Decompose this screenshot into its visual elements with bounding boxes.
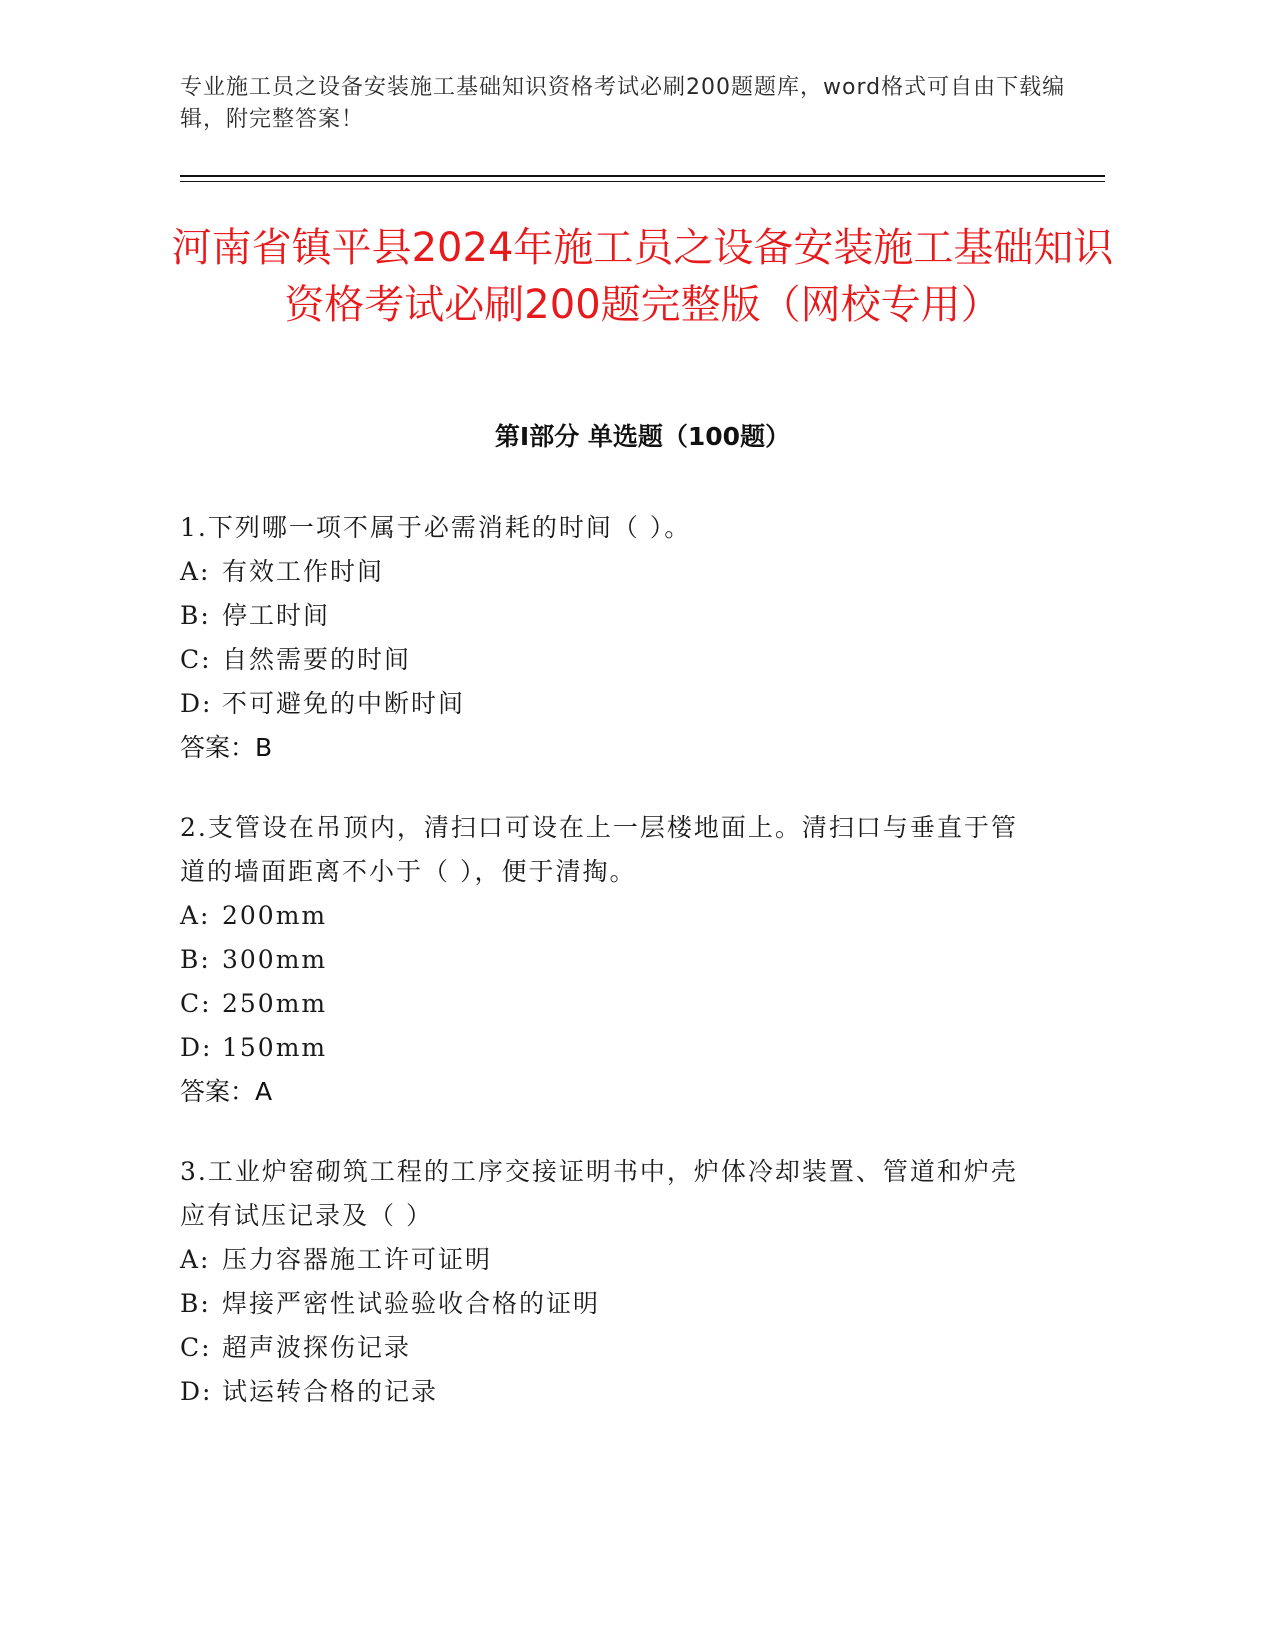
option-b [180,938,1040,982]
document-title: 河南省镇平县2024年施工员之设备安装施工基础知识资格考试必刷200题完整版（网校专用） [171,225,1114,328]
option-text: 压力容器施工许可证明 [222,1245,493,1274]
option-key: C: [180,989,212,1018]
option-c [180,1326,1040,1370]
option-a [180,894,1040,938]
option-key: D: [180,1033,213,1062]
header-divider-thin [180,181,1105,182]
option-text: 150mm [222,1033,328,1062]
question-1 [180,506,1040,770]
option-key: D: [180,1377,213,1406]
option-text: 焊接严密性试验验收合格的证明 [222,1289,601,1318]
document-header-note: 专业施工员之设备安装施工基础知识资格考试必刷200题题库，word格式可自由下载编辑，附完整答案！ [180,75,1066,132]
question-2 [180,806,1040,1114]
question-stem: 1.下列哪一项不属于必需消耗的时间（ ）。 [180,513,692,542]
option-d [180,682,1040,726]
option-d [180,1370,1040,1414]
option-key: A: [180,901,211,930]
option-c [180,982,1040,1026]
question-list [180,506,1040,1450]
option-text: 300mm [222,945,328,974]
option-text: 停工时间 [222,601,331,630]
option-key: D: [180,689,213,718]
option-key: C: [180,1333,212,1362]
option-text: 自然需要的时间 [222,645,412,674]
option-key: C: [180,645,212,674]
option-key: B: [180,601,211,630]
answer-line: 答案：B [180,733,273,762]
option-b [180,594,1040,638]
option-key: A: [180,557,211,586]
option-c [180,638,1040,682]
answer-line: 答案：A [180,1077,273,1106]
question-3 [180,1150,1040,1414]
header-divider-thick [180,175,1105,177]
option-text: 200mm [222,901,328,930]
section-heading: 第Ⅰ部分 单选题（100题） [494,422,791,451]
question-stem: 3.工业炉窑砌筑工程的工序交接证明书中，炉体冷却装置、管道和炉壳应有试压记录及（ ） [180,1157,1018,1230]
option-a [180,550,1040,594]
option-text: 有效工作时间 [222,557,385,586]
option-text: 试运转合格的记录 [222,1377,439,1406]
option-b [180,1282,1040,1326]
option-key: A: [180,1245,211,1274]
option-text: 超声波探伤记录 [222,1333,412,1362]
option-key: B: [180,1289,211,1318]
option-text: 250mm [222,989,328,1018]
question-stem: 2.支管设在吊顶内，清扫口可设在上一层楼地面上。清扫口与垂直于管道的墙面距离不小于（ ），便于清掏。 [180,813,1018,886]
option-key: B: [180,945,211,974]
option-d [180,1026,1040,1070]
option-text: 不可避免的中断时间 [222,689,466,718]
option-a [180,1238,1040,1282]
